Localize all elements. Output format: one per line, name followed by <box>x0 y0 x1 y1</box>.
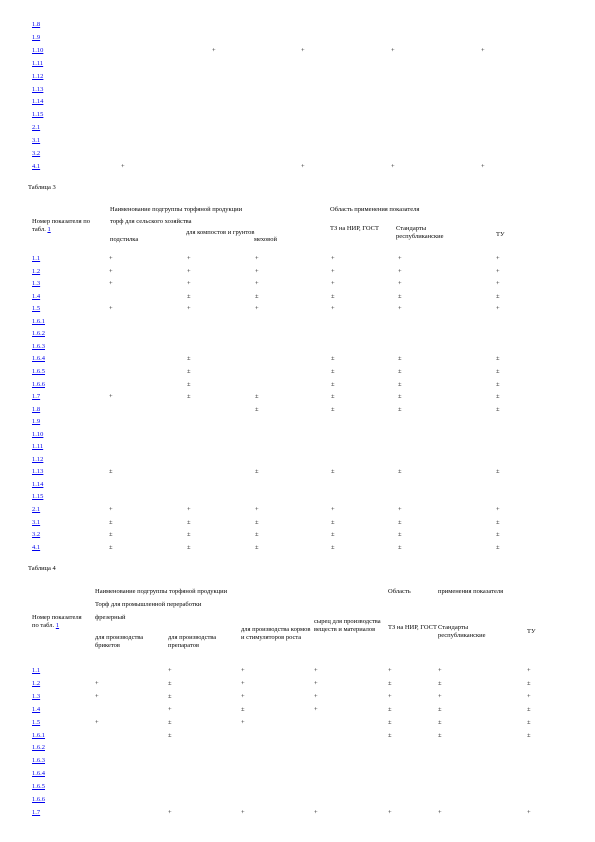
table3-header-area: Область применения показателя <box>330 206 420 213</box>
table4-header-number: Номер показателя по табл. 1 <box>32 614 82 629</box>
table3-row-1-7-id[interactable]: 1.7 <box>32 393 41 401</box>
table4-mark: + <box>527 667 531 674</box>
table4-row-1-6-5-id[interactable]: 1.6.5 <box>32 783 45 791</box>
table3-mark: ± <box>398 355 402 363</box>
table3-mark: ± <box>255 405 259 413</box>
table3-mark: ± <box>398 393 402 401</box>
table4-row-1-6-6-id[interactable]: 1.6.6 <box>32 796 45 803</box>
table4-mark: ± <box>388 679 392 687</box>
table2-mark: + <box>121 162 125 170</box>
table2-mark: + <box>391 46 395 54</box>
table4-mark: ± <box>438 718 442 726</box>
table4-col-tu: ТУ <box>527 628 536 635</box>
table3-mark: ± <box>496 543 500 551</box>
table3-mark: ± <box>496 355 500 363</box>
table3-mark: ± <box>255 468 259 476</box>
table2-row-1-9-id[interactable]: 1.9 <box>32 33 41 41</box>
table3-mark: + <box>187 506 191 513</box>
table3-col-tu: ТУ <box>496 231 505 238</box>
table3-header-number-link[interactable]: 1 <box>47 226 51 233</box>
table4-mark: + <box>241 679 245 687</box>
table3-row-3-1-id[interactable]: 3.1 <box>32 518 41 526</box>
table3-mark: + <box>331 280 335 288</box>
table4-mark: + <box>314 667 318 674</box>
table4-mark: + <box>314 808 318 816</box>
table2-row-3-1-id[interactable]: 3.1 <box>32 137 41 145</box>
table3-mark: ± <box>255 543 259 551</box>
table4-mark: + <box>388 692 392 700</box>
table2-row-1-10-id[interactable]: 1.10 <box>32 46 44 54</box>
table4-col-rep-std: Стандарты республиканские <box>438 624 486 639</box>
table3-row-1-4-id[interactable]: 1.4 <box>32 292 41 300</box>
table3-mark: ± <box>496 405 500 413</box>
table4-mark: ± <box>388 731 392 739</box>
table3-header-agri: торф для сельского хозяйства <box>110 218 192 225</box>
table4-header-area-1: Область <box>388 588 411 595</box>
table3-row-1-13-id[interactable]: 1.13 <box>32 468 44 476</box>
table3-mark: + <box>331 506 335 513</box>
table4-mark: + <box>314 705 318 713</box>
table3-mark: ± <box>331 531 335 539</box>
table4-mark: ± <box>527 679 531 687</box>
table4-row-1-5-id[interactable]: 1.5 <box>32 718 41 726</box>
table2-row-1-12-id[interactable]: 1.12 <box>32 72 44 80</box>
table3-mark: + <box>109 280 113 288</box>
table4-mark: + <box>168 705 172 713</box>
table4-header-industrial: Торф для промышленной переработки <box>95 601 202 608</box>
table3-mark: ± <box>331 380 335 388</box>
table4-mark: ± <box>241 705 245 713</box>
table3-mark: ± <box>496 518 500 526</box>
table3-row-1-6-3-id[interactable]: 1.6.3 <box>32 342 45 350</box>
table3-row-1-15-id[interactable]: 1.15 <box>32 493 44 501</box>
table3-mark: ± <box>187 518 191 526</box>
table3-mark: + <box>187 255 191 262</box>
table3-mark: + <box>255 305 259 313</box>
table3-mark: + <box>331 255 335 262</box>
table3-mark: + <box>255 506 259 513</box>
table3-row-1-5-id[interactable]: 1.5 <box>32 305 41 313</box>
table3-mark: + <box>187 267 191 275</box>
table3-col-moss: меховой <box>254 236 277 243</box>
table3-mark: ± <box>496 367 500 375</box>
table3-mark: ± <box>187 355 191 363</box>
table3-row-1-10-id[interactable]: 1.10 <box>32 430 44 438</box>
table4-mark: + <box>438 667 442 674</box>
table4-header-area-2: применения показателя <box>438 588 504 595</box>
table3-row-1-9-id[interactable]: 1.9 <box>32 418 41 426</box>
table3-mark: ± <box>398 405 402 413</box>
table3-mark: ± <box>331 405 335 413</box>
table4-row-1-7-id[interactable]: 1.7 <box>32 808 41 816</box>
table4-mark: + <box>388 808 392 816</box>
table3-row-1-6-6-id[interactable]: 1.6.6 <box>32 380 45 388</box>
table3-mark: + <box>109 393 113 401</box>
table4-mark: + <box>527 808 531 816</box>
table3-row-1-6-2-id[interactable]: 1.6.2 <box>32 330 45 338</box>
table3-mark: ± <box>187 292 191 300</box>
table3-row-4-1-id[interactable]: 4.1 <box>32 543 41 551</box>
table4-col-raw: сырец для производства веществ и материалов <box>314 618 381 633</box>
table3-mark: + <box>255 255 259 262</box>
table3-mark: ± <box>331 292 335 300</box>
table4-mark: + <box>438 808 442 816</box>
table4-mark: + <box>168 808 172 816</box>
table3-row-1-14-id[interactable]: 1.14 <box>32 480 44 488</box>
table4-mark: ± <box>527 718 531 726</box>
table4-row-1-6-1-id[interactable]: 1.6.1 <box>32 731 45 739</box>
table3-row-1-2-id[interactable]: 1.2 <box>32 267 41 275</box>
table2-mark: + <box>391 162 395 170</box>
table3-row-1-6-4-id[interactable]: 1.6.4 <box>32 355 45 363</box>
table3-mark: + <box>496 305 500 313</box>
table4-mark: + <box>95 718 99 726</box>
table3-header-number: Номер показателя по табл. 1 <box>32 218 90 233</box>
table4-col-feed: для производства кормов и стимуляторов роста <box>241 626 311 641</box>
table3-mark: + <box>496 267 500 275</box>
table3-mark: ± <box>109 468 113 476</box>
table2-row-4-1-id[interactable]: 4.1 <box>32 162 41 170</box>
table3-mark: + <box>398 267 402 275</box>
table2-row-3-2-id[interactable]: 3.2 <box>32 150 41 157</box>
table4-mark: + <box>527 692 531 700</box>
table3-row-1-6-1-id[interactable]: 1.6.1 <box>32 317 45 325</box>
table3-row-1-8-id[interactable]: 1.8 <box>32 405 41 413</box>
table4-mark: ± <box>438 705 442 713</box>
table3-mark: + <box>255 267 259 275</box>
table4-mark: + <box>438 692 442 700</box>
table4-header-group: Наименование подгруппы торфяной продукции <box>95 588 228 595</box>
table4-mark: + <box>241 718 245 726</box>
table4-mark: + <box>388 667 392 674</box>
table4-row-1-4-id[interactable]: 1.4 <box>32 705 41 713</box>
table4-mark: ± <box>527 731 531 739</box>
table4-mark: + <box>241 667 245 674</box>
table3-mark: ± <box>187 380 191 388</box>
table4-mark: ± <box>168 731 172 739</box>
table3-mark: + <box>398 506 402 513</box>
table2-row-1-15-id[interactable]: 1.15 <box>32 111 44 119</box>
table2-mark: + <box>301 46 305 54</box>
table2-mark: + <box>481 46 485 54</box>
table3-mark: ± <box>255 518 259 526</box>
table4-col-briquettes: для производства брикетов <box>95 634 144 649</box>
table4-row-1-6-2-id[interactable]: 1.6.2 <box>32 744 45 752</box>
table3-mark: + <box>496 255 500 262</box>
table4-row-1-2-id[interactable]: 1.2 <box>32 679 41 687</box>
table4-mark: ± <box>438 731 442 739</box>
table3-row-3-2-id[interactable]: 3.2 <box>32 531 41 539</box>
table4-mark: ± <box>168 679 172 687</box>
table3-mark: ± <box>331 367 335 375</box>
table4-mark: ± <box>168 692 172 700</box>
table3-mark: ± <box>109 543 113 551</box>
table4-mark: + <box>241 692 245 700</box>
table3-mark: + <box>187 280 191 288</box>
table3-mark: ± <box>187 393 191 401</box>
table3-mark: ± <box>398 380 402 388</box>
table3-mark: + <box>398 305 402 313</box>
table4-mark: + <box>241 808 245 816</box>
table4-mark: ± <box>527 705 531 713</box>
table4-header-milled: фрезерный <box>95 614 126 621</box>
table4-row-1-3-id[interactable]: 1.3 <box>32 692 41 700</box>
table4-mark: + <box>314 679 318 687</box>
table4-col-tz-gost: ТЗ на НИР, ГОСТ <box>388 624 437 631</box>
table2-mark: + <box>212 46 216 54</box>
table3-mark: ± <box>331 393 335 401</box>
table3-mark: + <box>109 506 113 513</box>
table3-col-rep-std: Стандарты республиканские <box>396 225 444 240</box>
table3-mark: + <box>187 305 191 313</box>
table3-mark: + <box>109 267 113 275</box>
table3-header-group: Наименование подгруппы торфяной продукции <box>110 206 243 213</box>
table3-mark: ± <box>331 468 335 476</box>
table3-mark: ± <box>109 518 113 526</box>
table4-caption: Таблица 4 <box>28 565 56 572</box>
table4-mark: + <box>168 667 172 674</box>
table3-mark: + <box>109 305 113 313</box>
table3-col-bedding: подстилка <box>110 236 139 243</box>
table3-mark: ± <box>496 468 500 476</box>
table2-row-2-1-id[interactable]: 2.1 <box>32 124 41 132</box>
table3-row-1-1-id[interactable]: 1.1 <box>32 255 41 262</box>
table3-mark: ± <box>496 531 500 539</box>
table3-mark: ± <box>187 543 191 551</box>
table4-mark: + <box>95 692 99 700</box>
table3-mark: + <box>398 255 402 262</box>
table3-mark: ± <box>331 355 335 363</box>
table3-mark: ± <box>331 518 335 526</box>
table4-mark: + <box>95 679 99 687</box>
table3-mark: ± <box>255 292 259 300</box>
table3-mark: ± <box>398 367 402 375</box>
table4-col-preparations: для производства препаратов <box>168 634 217 649</box>
table3-caption: Таблица 3 <box>28 184 56 191</box>
table4-header-number-link[interactable]: 1 <box>55 622 60 629</box>
table2-row-1-8-id[interactable]: 1.8 <box>32 21 41 28</box>
table3-row-1-6-5-id[interactable]: 1.6.5 <box>32 367 45 375</box>
table4-row-1-1-id[interactable]: 1.1 <box>32 667 41 674</box>
table4-mark: ± <box>168 718 172 726</box>
table4-mark: ± <box>388 718 392 726</box>
table3-row-1-11-id[interactable]: 1.11 <box>32 443 44 451</box>
table3-mark: ± <box>331 543 335 551</box>
table3-mark: ± <box>496 393 500 401</box>
table3-mark: ± <box>255 393 259 401</box>
table4-row-1-6-4-id[interactable]: 1.6.4 <box>32 770 45 778</box>
table2-row-1-11-id[interactable]: 1.11 <box>32 59 44 67</box>
table3-mark: + <box>496 506 500 513</box>
table3-row-1-12-id[interactable]: 1.12 <box>32 455 44 463</box>
table3-mark: ± <box>398 518 402 526</box>
table3-mark: ± <box>496 380 500 388</box>
table3-mark: + <box>398 280 402 288</box>
table3-mark: + <box>496 280 500 288</box>
table3-col-compost: для компостов и грунтов <box>186 229 255 236</box>
table3-mark: ± <box>109 531 113 539</box>
table3-mark: + <box>109 255 113 262</box>
table4-mark: ± <box>438 679 442 687</box>
table2-mark: + <box>301 162 305 170</box>
table4-mark: ± <box>388 705 392 713</box>
table4-row-1-6-3-id[interactable]: 1.6.3 <box>32 757 45 765</box>
table2-row-1-13-id[interactable]: 1.13 <box>32 85 44 93</box>
table3-mark: ± <box>398 292 402 300</box>
table3-mark: + <box>331 305 335 313</box>
table3-mark: ± <box>398 468 402 476</box>
table3-col-tz-gost: ТЗ на НИР, ГОСТ <box>330 225 379 232</box>
table3-mark: ± <box>187 531 191 539</box>
table3-mark: + <box>331 267 335 275</box>
table3-row-2-1-id[interactable]: 2.1 <box>32 506 41 513</box>
table3-mark: ± <box>496 292 500 300</box>
table2-mark: + <box>481 162 485 170</box>
table3-mark: ± <box>398 531 402 539</box>
table3-mark: ± <box>398 543 402 551</box>
table2-row-1-14-id[interactable]: 1.14 <box>32 98 44 106</box>
table3-mark: ± <box>255 531 259 539</box>
table3-row-1-3-id[interactable]: 1.3 <box>32 280 41 288</box>
table4-mark: + <box>314 692 318 700</box>
table3-mark: ± <box>187 367 191 375</box>
table3-mark: + <box>255 280 259 288</box>
